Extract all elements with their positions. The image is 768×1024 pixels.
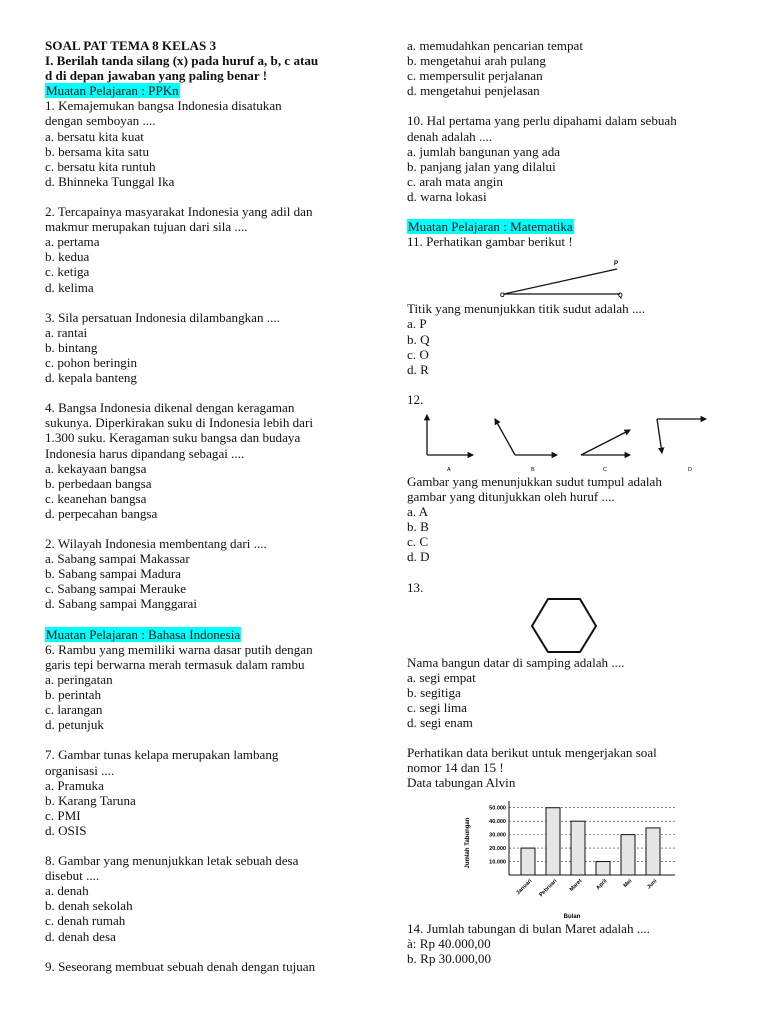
answer-option[interactable]: b. segitiga xyxy=(407,684,461,700)
answer-option[interactable]: b. bintang xyxy=(45,339,98,355)
question-text: makmur merupakan tujuan dari sila .... xyxy=(45,219,248,235)
hexagon-shape xyxy=(532,599,596,652)
answer-option[interactable]: d. R xyxy=(407,361,429,377)
answer-option[interactable]: b. denah sekolah xyxy=(45,898,133,914)
question-text: 10. Hal pertama yang perlu dipahami dalam sebuah xyxy=(407,113,677,129)
x-tick-label: Januari xyxy=(515,877,534,896)
angle-label-a: A xyxy=(447,466,451,473)
question-text: dengan semboyan .... xyxy=(45,113,156,129)
answer-option[interactable]: d. kepala banteng xyxy=(45,370,137,386)
question-text: sukunya. Diperkirakan suku di Indonesia lebih dari xyxy=(45,415,313,431)
answer-option[interactable]: b. Rp 30.000,00 xyxy=(407,950,492,966)
answer-option[interactable]: c. denah rumah xyxy=(45,913,126,929)
point-label-p: P xyxy=(614,261,619,268)
answer-option[interactable]: a. bersatu kita kuat xyxy=(45,128,144,144)
y-tick-label: 40.000 xyxy=(489,818,506,825)
answer-option[interactable]: c. keanehan bangsa xyxy=(45,490,147,506)
answer-option[interactable]: b. perbedaan bangsa xyxy=(45,475,152,491)
section-heading-matematika: Muatan Pelajaran : Matematika xyxy=(408,219,573,235)
answer-option[interactable]: a. Pramuka xyxy=(45,777,104,793)
angle-label-b: B xyxy=(531,466,535,473)
chart-bar xyxy=(546,807,560,874)
question-text: 11. Perhatikan gambar berikut ! xyxy=(407,234,573,250)
answer-option[interactable]: d. perpecahan bangsa xyxy=(45,505,158,521)
answer-option[interactable]: b. mengetahui arah pulang xyxy=(407,53,546,69)
answer-option[interactable]: b. Q xyxy=(407,331,430,347)
question-text: 8. Gambar yang menunjukkan letak sebuah desa xyxy=(45,853,299,869)
answer-option[interactable]: a. Sabang sampai Makassar xyxy=(45,551,190,567)
question-text: 1.300 suku. Keragaman suku bangsa dan budaya xyxy=(45,430,301,446)
angle-ray-op xyxy=(504,269,617,294)
point-label-q: Q xyxy=(618,293,623,300)
question-text: 9. Seseorang membuat sebuah denah dengan tujuan xyxy=(45,958,316,974)
data-intro-text: Data tabungan Alvin xyxy=(407,775,516,791)
chart-bar xyxy=(521,848,535,875)
question-text: 13. xyxy=(407,579,424,595)
question-text: 4. Bangsa Indonesia dikenal dengan keragaman xyxy=(45,400,295,416)
x-tick-label: Pebruari xyxy=(538,877,559,898)
answer-option[interactable]: d. mengetahui penjelasan xyxy=(407,83,540,99)
y-tick-label: 20.000 xyxy=(489,845,506,852)
angle-a xyxy=(427,415,473,455)
chart-bar xyxy=(621,834,635,874)
question-text: garis tepi berwarna merah termasuk dalam rambu xyxy=(45,656,305,672)
answer-option[interactable]: d. denah desa xyxy=(45,928,116,944)
answer-option[interactable]: b. Sabang sampai Madura xyxy=(45,566,181,582)
y-tick-label: 50.000 xyxy=(489,805,506,812)
answer-option[interactable]: c. C xyxy=(407,534,429,550)
answer-option[interactable]: a. pertama xyxy=(45,234,100,250)
answer-option[interactable]: a. rantai xyxy=(45,324,88,340)
question-text: 1. Kemajemukan bangsa Indonesia disatukan xyxy=(45,98,282,114)
question-text: denah adalah .... xyxy=(407,128,493,144)
question-text: Titik yang menunjukkan titik sudut adalah .... xyxy=(407,301,646,317)
question-text: organisasi .... xyxy=(45,762,115,778)
question-text: disebut .... xyxy=(45,868,100,884)
question-text: Gambar yang menunjukkan sudut tumpul adalah xyxy=(407,473,662,489)
worksheet-title: SOAL PAT TEMA 8 KELAS 3 xyxy=(45,38,217,53)
section-heading-bahasa-indonesia: Muatan Pelajaran : Bahasa Indonesia xyxy=(46,626,241,642)
point-label-o: O xyxy=(500,293,505,300)
right-column xyxy=(407,38,732,966)
answer-option[interactable]: b. perintah xyxy=(45,687,101,703)
x-axis-label: Bulan xyxy=(563,913,581,920)
answer-option[interactable]: à: Rp 40.000,00 xyxy=(407,935,491,951)
answer-option[interactable]: d. kelima xyxy=(45,279,94,295)
y-tick-label: 10.000 xyxy=(489,859,506,866)
y-tick-labels xyxy=(489,805,506,865)
answer-option[interactable]: c. PMI xyxy=(45,807,81,823)
angle-d xyxy=(657,419,706,453)
chart-bar xyxy=(596,861,610,874)
y-tick-label: 30.000 xyxy=(489,832,506,839)
chart-bars xyxy=(521,807,660,874)
hexagon-figure-q13 xyxy=(407,595,732,655)
question-text: gambar yang ditunjukkan oleh huruf .... xyxy=(407,489,615,505)
section-heading-ppkn: Muatan Pelajaran : PPKn xyxy=(46,83,179,99)
answer-option[interactable]: a. jumlah bangunan yang ada xyxy=(407,143,561,159)
angle-label-c: C xyxy=(603,466,607,473)
x-tick-label: Mei xyxy=(622,877,634,889)
answer-option[interactable]: d. Bhinneka Tunggal Ika xyxy=(45,173,175,189)
instruction-line: d di depan jawaban yang paling benar ! xyxy=(45,68,268,84)
savings-bar-chart xyxy=(407,791,732,921)
question-text: 6. Rambu yang memiliki warna dasar putih dengan xyxy=(45,641,313,657)
answer-option[interactable]: b. panjang jalan yang dilalui xyxy=(407,158,556,174)
x-tick-label: Juni xyxy=(646,877,659,890)
chart-bar xyxy=(571,821,585,875)
answer-option[interactable]: d. OSIS xyxy=(45,822,87,838)
answer-option[interactable]: a. kekayaan bangsa xyxy=(45,460,147,476)
answer-option[interactable]: a. memudahkan pencarian tempat xyxy=(407,38,583,53)
answer-option[interactable]: d. petunjuk xyxy=(45,717,104,733)
answer-option[interactable]: a. segi empat xyxy=(407,669,476,685)
x-tick-label: Maret xyxy=(568,877,584,893)
data-intro-text: Perhatikan data berikut untuk mengerjakan soal xyxy=(407,745,657,761)
answer-option[interactable]: b. B xyxy=(407,519,429,535)
chart-bar xyxy=(646,827,660,874)
answer-option[interactable]: a. denah xyxy=(45,883,89,899)
y-axis-label: Jumlah Tabungan xyxy=(465,817,471,869)
data-intro-text: nomor 14 dan 15 ! xyxy=(407,760,504,776)
question-text: 14. Jumlah tabungan di bulan Maret adalah .... xyxy=(407,920,650,936)
question-text: 2. Tercapainya masyarakat Indonesia yang adil dan xyxy=(45,204,313,220)
question-text: Nama bangun datar di samping adalah .... xyxy=(407,654,625,670)
question-text: 7. Gambar tunas kelapa merupakan lambang xyxy=(45,747,279,763)
answer-option[interactable]: c. O xyxy=(407,346,429,362)
angle-choices-figure-q12 xyxy=(407,407,732,474)
angle-figure-q11 xyxy=(407,249,732,301)
answer-option[interactable]: d. D xyxy=(407,549,430,565)
answer-option[interactable]: b. bersama kita satu xyxy=(45,143,149,159)
answer-option[interactable]: d. Sabang sampai Manggarai xyxy=(45,596,197,612)
answer-option[interactable]: c. mempersulit perjalanan xyxy=(407,68,543,84)
answer-option[interactable]: c. segi lima xyxy=(407,700,467,715)
question-text: 12. xyxy=(407,391,424,407)
answer-option[interactable]: c. arah mata angin xyxy=(407,173,503,189)
angle-label-d: D xyxy=(688,466,692,473)
answer-option[interactable]: c. Sabang sampai Merauke xyxy=(45,581,187,597)
answer-option[interactable]: b. Karang Taruna xyxy=(45,792,136,808)
answer-option[interactable]: a. A xyxy=(407,504,429,520)
answer-option[interactable]: d. warna lokasi xyxy=(407,188,487,204)
answer-option[interactable]: d. segi enam xyxy=(407,715,473,731)
angle-c xyxy=(581,430,630,455)
answer-option[interactable]: c. ketiga xyxy=(45,264,90,280)
question-text: 2. Wilayah Indonesia membentang dari .... xyxy=(45,536,267,552)
answer-option[interactable]: c. pohon beringin xyxy=(45,354,138,370)
question-text: Indonesia harus dipandang sebagai .... xyxy=(45,445,245,461)
x-tick-label: April xyxy=(595,877,609,891)
angle-b xyxy=(495,419,557,455)
answer-option[interactable]: a. peringatan xyxy=(45,671,113,687)
instruction-line: I. Berilah tanda silang (x) pada huruf a, b, c atau xyxy=(45,53,319,69)
question-text: 3. Sila persatuan Indonesia dilambangkan .... xyxy=(45,309,280,325)
answer-option[interactable]: c. bersatu kita runtuh xyxy=(45,158,156,174)
left-column xyxy=(45,38,365,974)
answer-option[interactable]: a. P xyxy=(407,316,427,332)
answer-option[interactable]: c. larangan xyxy=(45,702,103,718)
answer-option[interactable]: b. kedua xyxy=(45,249,90,265)
x-tick-labels xyxy=(515,877,658,897)
